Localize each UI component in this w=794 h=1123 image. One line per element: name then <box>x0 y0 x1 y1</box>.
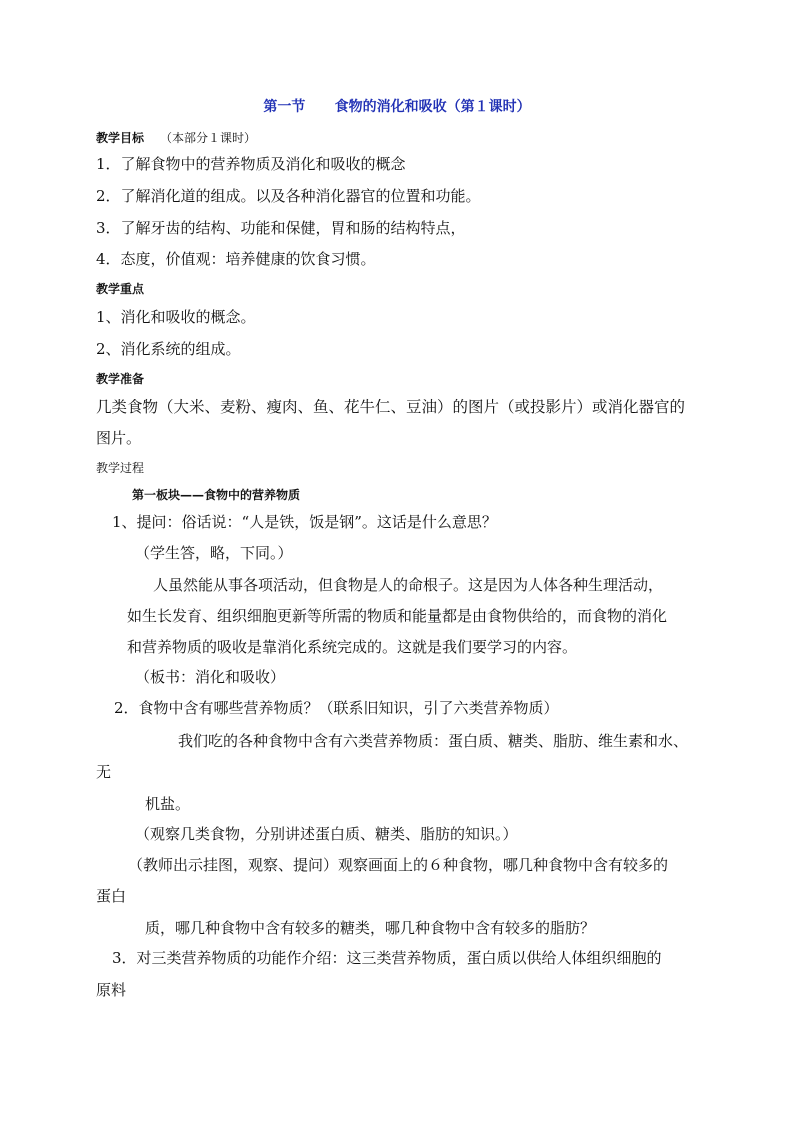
body-text: （板书：消化和吸收） <box>135 668 286 686</box>
body-text: 2．食物中含有哪些营养物质？（联系旧知识，引了六类营养物质） <box>114 699 559 717</box>
goal-item: 2．了解消化道的组成。以及各种消化器官的位置和功能。 <box>96 187 481 205</box>
process-heading: 教学过程 <box>96 461 145 475</box>
body-text: 蛋白 <box>96 887 127 905</box>
body-text: 质，哪几种食物中含有较多的糖类，哪几种食物中含有较多的脂肪？ <box>145 919 596 937</box>
body-text: 人虽然能从事各项活动，但食物是人的命根子。这是因为人体各种生理活动， <box>153 576 664 594</box>
preparation-heading: 教学准备 <box>96 372 145 386</box>
body-text: 无 <box>96 763 112 781</box>
page-title: 第一节 食物的消化和吸收（第１课时） <box>263 99 531 115</box>
body-text: （教师出示挂图，观察、提问）观察画面上的６种食物，哪几种食物中含有较多的 <box>128 856 669 874</box>
goal-item: 4．态度，价值观：培养健康的饮食习惯。 <box>96 250 376 268</box>
goals-heading-row <box>96 127 256 148</box>
key-point-item: 2、消化系统的组成。 <box>96 340 241 358</box>
body-text: 1、提问：俗话说：“人是铁，饭是钢”。这话是什么意思？ <box>112 513 497 531</box>
body-text: （学生答，略，下同。） <box>135 544 293 562</box>
body-text: 机盐。 <box>145 795 191 813</box>
goal-item: 3．了解牙齿的结构、功能和保健，胃和肠的结构特点， <box>96 219 466 237</box>
preparation-text: 图片。 <box>96 429 142 447</box>
goals-heading: 教学目标 <box>96 131 145 145</box>
body-text: 3．对三类营养物质的功能作介绍：这三类营养物质，蛋白质以供给人体组织细胞的 <box>112 949 662 967</box>
key-point-item: 1、消化和吸收的概念。 <box>96 308 256 326</box>
section-heading: 第一板块——食物中的营养物质 <box>132 488 301 502</box>
body-text: 和营养物质的吸收是靠消化系统完成的。这就是我们要学习的内容。 <box>127 638 578 656</box>
body-text: 原料 <box>96 981 127 999</box>
goal-item: 1．了解食物中的营养物质及消化和吸收的概念 <box>96 155 406 173</box>
body-text: 我们吃的各种食物中含有六类营养物质：蛋白质、糖类、脂肪、维生素和水、 <box>178 732 689 750</box>
body-text: （观察几类食物，分别讲述蛋白质、糖类、脂肪的知识。） <box>135 825 518 843</box>
key-points-heading: 教学重点 <box>96 282 145 296</box>
goals-note: （本部分１课时） <box>160 131 257 145</box>
preparation-text: 几类食物（大米、麦粉、瘦肉、鱼、花牛仁、豆油）的图片（或投影片）或消化器官的 <box>96 398 686 416</box>
body-text: 如生长发育、组织细胞更新等所需的物质和能量都是由食物供给的，而食物的消化 <box>127 607 668 625</box>
